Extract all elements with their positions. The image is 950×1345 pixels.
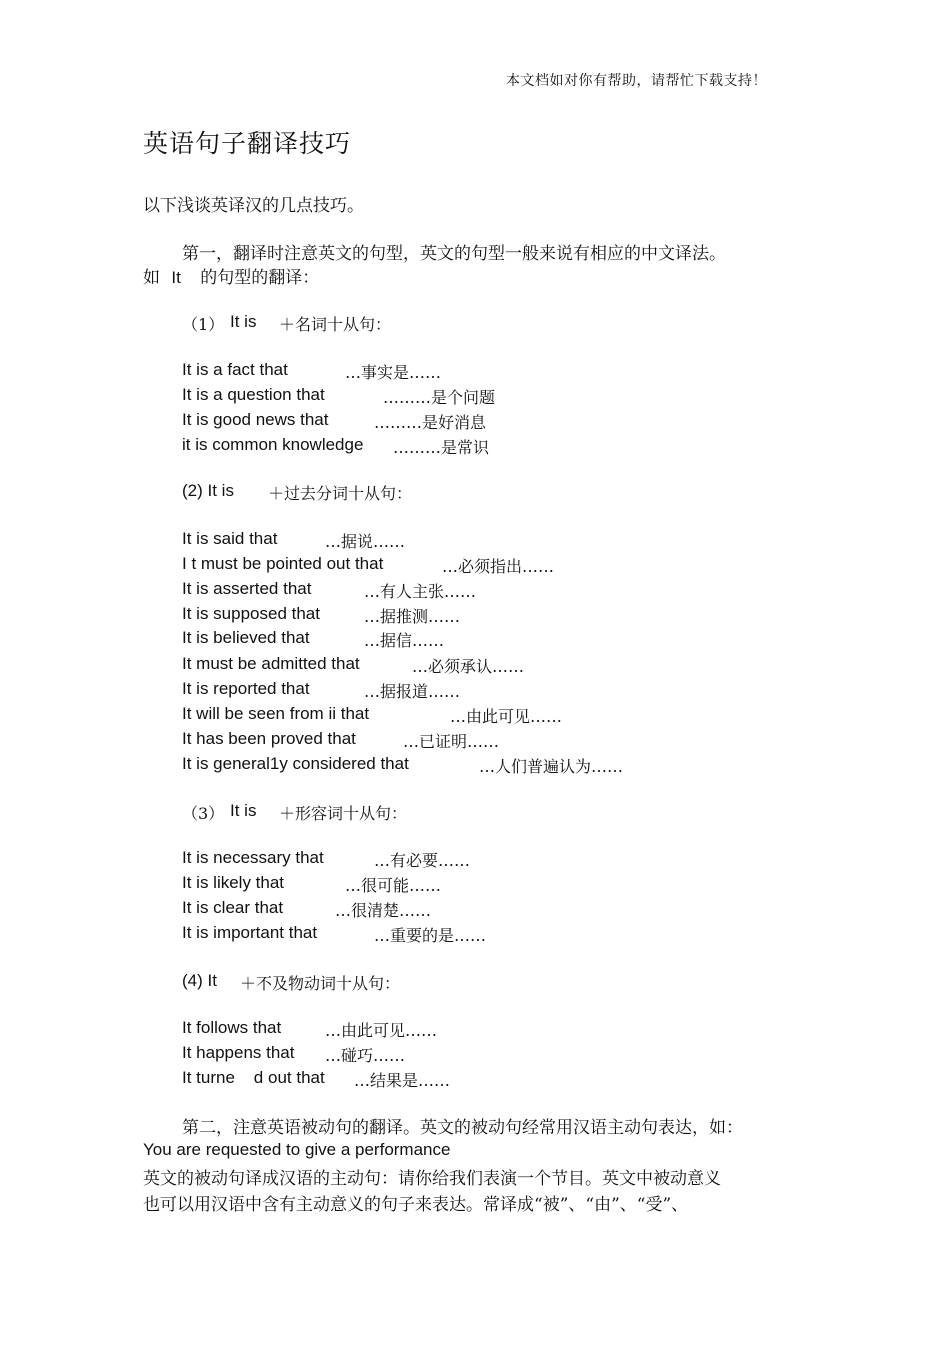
item-en: It must be admitted that <box>182 654 360 673</box>
item-zh: ………是好消息 <box>374 413 487 432</box>
item-en: It is necessary that <box>182 848 324 867</box>
section1-line1: 第一，翻译时注意英文的句型，英文的句型一般来说有相应的中文译法。 <box>182 244 726 264</box>
item-en: I t must be pointed out that <box>182 554 384 573</box>
item-zh: …有人主张…… <box>364 582 477 601</box>
item-en: It has been proved that <box>182 729 356 748</box>
item-zh: …由此可见…… <box>325 1021 438 1040</box>
group2-heading-suffix: ＋过去分词十从句： <box>268 484 413 503</box>
header-note: 本文档如对你有帮助，请帮忙下载支持！ <box>506 73 767 89</box>
document-title: 英语句子翻译技巧 <box>143 129 352 158</box>
item-en: It is clear that <box>182 898 284 917</box>
group1-heading-prefix: （1） <box>182 315 225 334</box>
section1-line2 <box>143 263 319 288</box>
item-zh: …人们普遍认为…… <box>479 757 624 776</box>
section2-line1: 第二，注意英语被动句的翻译。英文的被动句经常用汉语主动句表达，如： <box>182 1118 743 1138</box>
group1-heading-suffix: ＋名词十从句： <box>279 315 392 334</box>
group3-heading-en: It is <box>230 801 257 820</box>
item-zh: …结果是…… <box>354 1071 451 1090</box>
section1-line2-suffix: 的句型的翻译： <box>200 268 320 288</box>
item-en: It is said that <box>182 529 278 548</box>
item-zh: ………是常识 <box>393 438 490 457</box>
item-zh: …碰巧…… <box>325 1046 406 1065</box>
item-zh: …由此可见…… <box>450 707 563 726</box>
item-en: It is believed that <box>182 628 310 647</box>
item-zh: …有必要…… <box>374 851 471 870</box>
item-zh: …据报道…… <box>364 682 461 701</box>
item-en: It is important that <box>182 923 318 942</box>
group1-heading-en: It is <box>230 312 257 331</box>
item-zh: …事实是…… <box>345 363 442 382</box>
item-zh: …必须指出…… <box>442 557 555 576</box>
item-zh: …已证明…… <box>403 732 500 751</box>
item-en: It is asserted that <box>182 579 312 598</box>
item-en: it is common knowledge <box>182 435 364 454</box>
group3-heading-prefix: （3） <box>182 804 225 823</box>
item-zh: …重要的是…… <box>374 926 487 945</box>
section1-line2-prefix: 如 <box>143 268 160 288</box>
item-en: It turne d out that <box>182 1068 325 1087</box>
section2-line3: 英文的被动句译成汉语的主动句：请你给我们表演一个节目。英文中被动意义 <box>143 1169 721 1189</box>
item-en: It is general1y considered that <box>182 754 409 773</box>
group4-heading-en: (4) It <box>182 971 217 990</box>
group2-heading-en: (2) It is <box>182 481 234 500</box>
item-zh: ………是个问题 <box>383 388 496 407</box>
item-en: It is likely that <box>182 873 285 892</box>
item-en: It is supposed that <box>182 604 320 623</box>
item-en: It is a fact that <box>182 360 288 379</box>
intro-paragraph: 以下浅谈英译汉的几点技巧。 <box>143 196 364 216</box>
group3-heading-suffix: ＋形容词十从句： <box>279 804 408 823</box>
section1-line2-en: It <box>171 268 181 287</box>
item-zh: …据信…… <box>364 631 445 650</box>
item-zh: …据说…… <box>325 532 406 551</box>
item-en: It is good news that <box>182 410 329 429</box>
item-zh: …很可能…… <box>345 876 442 895</box>
item-en: It happens that <box>182 1043 295 1062</box>
item-zh: …据推测…… <box>364 607 461 626</box>
group4-heading-suffix: ＋不及物动词十从句： <box>240 974 401 993</box>
section2-line2: You are requested to give a performance <box>143 1140 451 1159</box>
item-zh: …必须承认…… <box>412 657 525 676</box>
item-en: It will be seen from ii that <box>182 704 370 723</box>
item-zh: …很清楚…… <box>335 901 432 920</box>
section2-line4: 也可以用汉语中含有主动意义的句子来表达。常译成“被”、“由”、“受”、 <box>143 1195 689 1215</box>
item-en: It is reported that <box>182 679 310 698</box>
item-en: It follows that <box>182 1018 282 1037</box>
item-en: It is a question that <box>182 385 325 404</box>
